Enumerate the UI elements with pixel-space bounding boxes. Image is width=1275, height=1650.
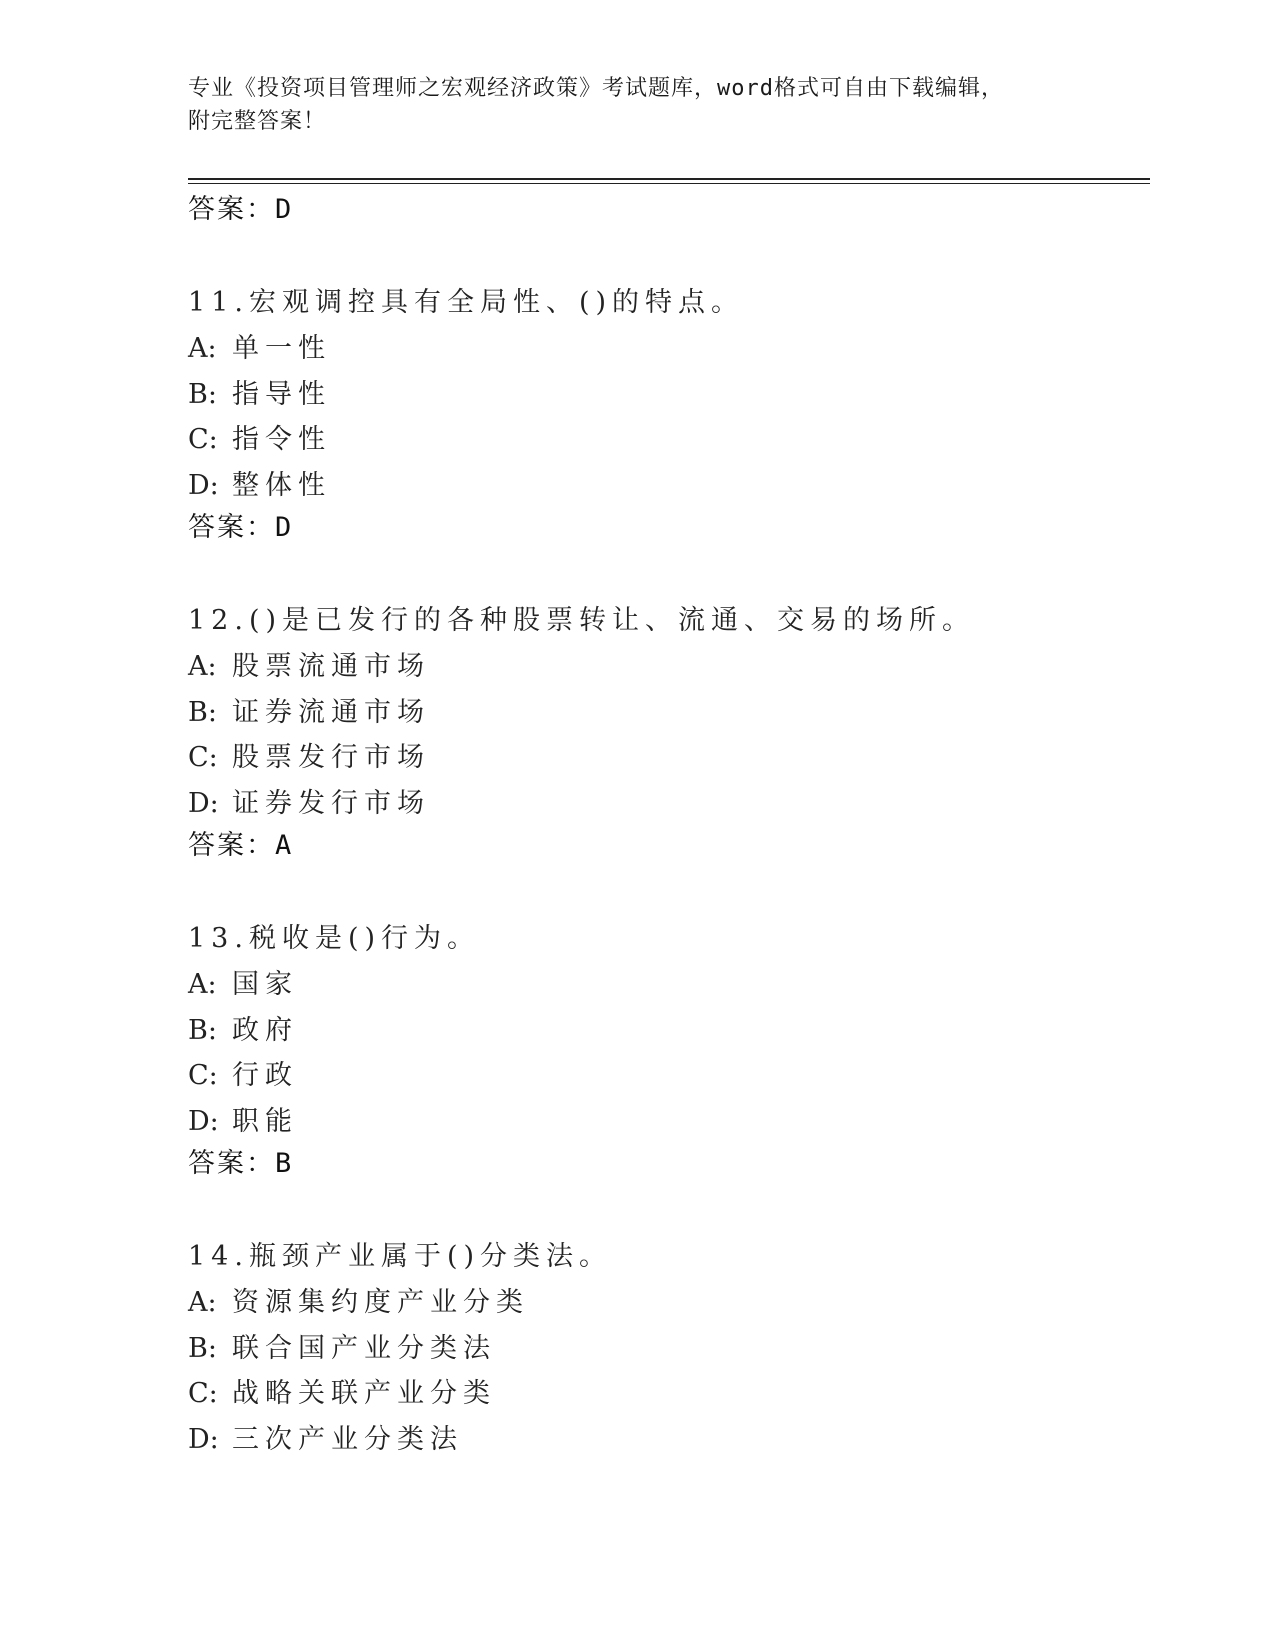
option-text: 战略关联产业分类 bbox=[232, 1378, 496, 1409]
option-text: 指导性 bbox=[232, 378, 331, 410]
option-label: C: bbox=[188, 424, 218, 455]
option-text: 资源集约度产业分类 bbox=[232, 1287, 529, 1318]
answer-line: 答案：D bbox=[188, 512, 294, 543]
option-c bbox=[188, 1053, 1148, 1099]
option-label: A: bbox=[188, 969, 217, 1000]
option-label: A: bbox=[188, 651, 217, 682]
option-label: B: bbox=[188, 378, 217, 410]
option-label: B: bbox=[188, 1014, 217, 1046]
answer-line: 答案：D bbox=[188, 194, 294, 225]
option-text: 整体性 bbox=[232, 469, 331, 501]
question-stem: 14.瓶颈产业属于()分类法。 bbox=[188, 1241, 613, 1272]
question-list bbox=[188, 190, 1148, 1462]
option-b bbox=[188, 1008, 1148, 1054]
option-a bbox=[188, 326, 1148, 372]
header-line-1: 专业《投资项目管理师之宏观经济政策》考试题库，word格式可自由下载编辑， bbox=[188, 76, 1004, 101]
option-label: D: bbox=[188, 469, 219, 501]
option-text: 联合国产业分类法 bbox=[232, 1332, 496, 1364]
header-divider bbox=[188, 178, 1150, 184]
option-text: 股票发行市场 bbox=[232, 742, 430, 773]
answer-line: 答案：A bbox=[188, 830, 294, 861]
option-label: D: bbox=[188, 787, 219, 819]
option-b bbox=[188, 372, 1148, 418]
document-header bbox=[188, 72, 1068, 138]
option-label: C: bbox=[188, 742, 218, 773]
option-c bbox=[188, 1371, 1148, 1417]
option-text: 政府 bbox=[232, 1014, 298, 1046]
question-stem: 13.税收是()行为。 bbox=[188, 923, 481, 954]
option-label: D: bbox=[188, 1423, 219, 1455]
option-label: A: bbox=[188, 333, 217, 364]
option-d bbox=[188, 1099, 1148, 1145]
option-d bbox=[188, 463, 1148, 509]
option-text: 证券流通市场 bbox=[232, 696, 430, 728]
option-a bbox=[188, 644, 1148, 690]
question-stem: 11.宏观调控具有全局性、()的特点。 bbox=[188, 287, 745, 318]
option-text: 职能 bbox=[232, 1105, 298, 1137]
option-d bbox=[188, 1417, 1148, 1463]
question-stem: 12.()是已发行的各种股票转让、流通、交易的场所。 bbox=[188, 605, 976, 636]
question-item bbox=[188, 598, 1148, 866]
option-text: 三次产业分类法 bbox=[232, 1423, 463, 1455]
option-label: B: bbox=[188, 1332, 217, 1364]
option-c bbox=[188, 417, 1148, 463]
option-label: B: bbox=[188, 696, 217, 728]
option-label: D: bbox=[188, 1105, 219, 1137]
option-a bbox=[188, 962, 1148, 1008]
option-d bbox=[188, 781, 1148, 827]
option-label: C: bbox=[188, 1378, 218, 1409]
option-a bbox=[188, 1280, 1148, 1326]
option-text: 证券发行市场 bbox=[232, 787, 430, 819]
header-line-2: 附完整答案！ bbox=[188, 109, 327, 134]
answer-line: 答案：B bbox=[188, 1148, 294, 1179]
option-text: 单一性 bbox=[232, 333, 331, 364]
option-b bbox=[188, 690, 1148, 736]
question-item bbox=[188, 1234, 1148, 1462]
option-text: 行政 bbox=[232, 1060, 298, 1091]
option-text: 股票流通市场 bbox=[232, 651, 430, 682]
option-label: A: bbox=[188, 1287, 217, 1318]
question-item bbox=[188, 916, 1148, 1184]
option-c bbox=[188, 735, 1148, 781]
option-b bbox=[188, 1326, 1148, 1372]
question-item bbox=[188, 280, 1148, 548]
option-label: C: bbox=[188, 1060, 218, 1091]
option-text: 国家 bbox=[232, 969, 298, 1000]
option-text: 指令性 bbox=[232, 424, 331, 455]
